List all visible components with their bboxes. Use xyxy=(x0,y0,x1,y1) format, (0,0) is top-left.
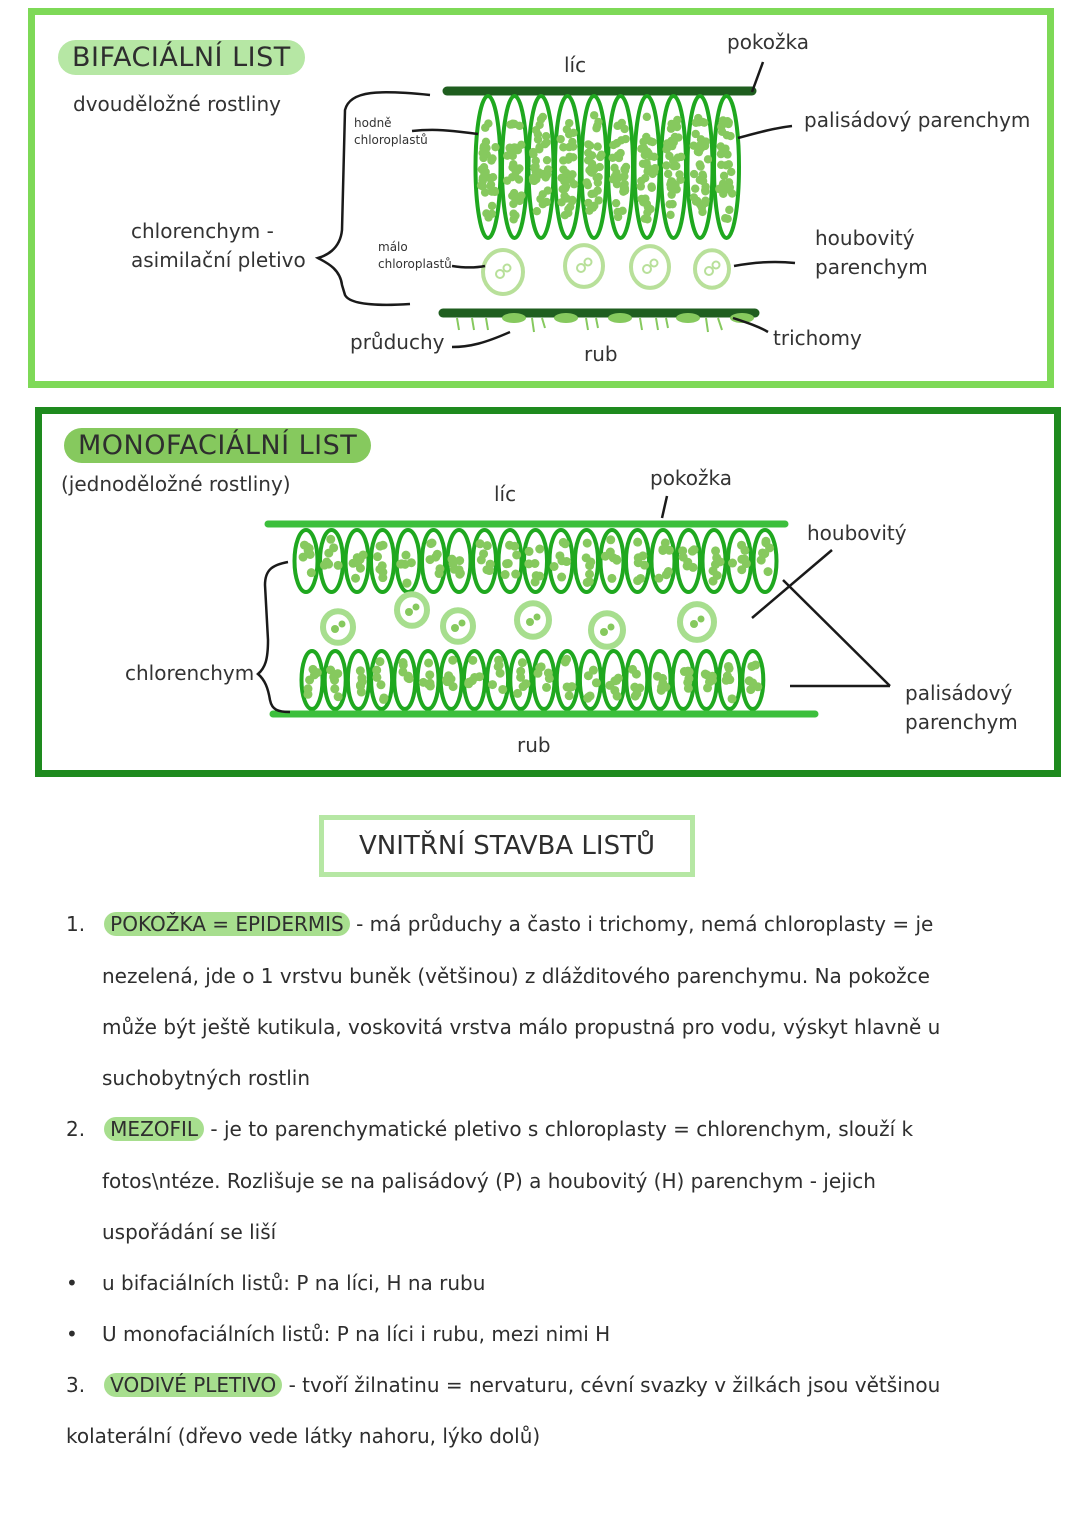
mono-palisade-lower xyxy=(302,651,764,709)
mono-label-pokozka: pokožka xyxy=(650,466,733,490)
mono-chlorenchym-brace xyxy=(258,562,290,712)
mono-palisade-upper xyxy=(295,530,777,592)
mono-label-rub: rub xyxy=(517,733,551,757)
bi-label-lic: líc xyxy=(564,53,587,77)
bifacial-subtitle: dvouděložné rostliny xyxy=(73,92,281,116)
mono-palisade-cell xyxy=(524,530,547,592)
note-num: 2. xyxy=(66,1117,86,1141)
note-line-10 xyxy=(66,1373,940,1397)
mono-palisade-cell xyxy=(464,651,485,709)
mono-palisade-cell xyxy=(346,530,369,592)
mono-palisade-cell xyxy=(302,651,323,709)
bi-label-asimilacni: asimilační pletivo xyxy=(131,248,306,272)
note-line-3: může být ještě kutikula, voskovitá vrstva málo propustná pro vodu, výskyt hlavně u xyxy=(102,1015,941,1039)
bifacial-title: BIFACIÁLNÍ LIST xyxy=(58,40,305,75)
mono-palisade-cell xyxy=(320,530,343,592)
mono-palisade-cell xyxy=(650,651,671,709)
mono-palisade-cell xyxy=(673,651,694,709)
mono-palisade-cell xyxy=(418,651,439,709)
bi-label-pruduchy: průduchy xyxy=(350,330,445,354)
bi-label-palisadovy: palisádový parenchym xyxy=(804,108,1031,132)
mono-spongy-cell xyxy=(517,603,549,637)
bi-label-houbovity-parenchym: parenchym xyxy=(815,255,928,279)
bi-label-trichomy: trichomy xyxy=(773,326,862,350)
mono-palisade-cell xyxy=(533,651,554,709)
notes-title: VNITŘNÍ STAVBA LISTŮ xyxy=(359,831,655,861)
mono-palisade-cell xyxy=(742,651,763,709)
mono-label-palisadovy: palisádový xyxy=(905,681,1013,705)
note-bullet-1: • xyxy=(66,1271,78,1295)
mono-palisade-cell xyxy=(371,651,392,709)
bi-label-pokozka: pokožka xyxy=(727,30,810,54)
mono-label-parenchym: parenchym xyxy=(905,710,1018,734)
mono-label-houbovity: houbovitý xyxy=(807,521,907,545)
term-pokozka: POKOŽKA = EPIDERMIS xyxy=(104,912,350,936)
bi-label-chlorenchym: chlorenchym - xyxy=(131,219,274,243)
mono-palisade-cell xyxy=(473,530,496,592)
mono-palisade-cell xyxy=(580,651,601,709)
mono-spongy-cell xyxy=(323,611,353,643)
mono-label-chlorenchym: chlorenchym xyxy=(125,661,255,685)
mono-palisade-cell xyxy=(754,530,777,592)
note-line-11: kolaterální (dřevo vede látky nahoru, lýko dolů) xyxy=(66,1424,541,1448)
note-line-6: fotos\ntéze. Rozlišuje se na palisádový (P) a houbovitý (H) parenchym - jejich xyxy=(102,1169,876,1193)
mono-label-lic: líc xyxy=(494,482,517,506)
mono-palisade-cell xyxy=(487,651,508,709)
bi-label-hodne-chloroplastu: chloroplastů xyxy=(354,133,428,147)
notes-title-box xyxy=(319,815,695,877)
note-line-1 xyxy=(66,912,933,936)
bi-label-malo: málo xyxy=(378,240,408,254)
mono-spongy-cell xyxy=(591,613,623,647)
mono-palisade-cell xyxy=(550,530,573,592)
bi-label-houbovity: houbovitý xyxy=(815,226,915,250)
mono-palisade-cell xyxy=(601,530,624,592)
mono-spongy-cell xyxy=(397,594,427,626)
bi-label-malo-chloroplastu: chloroplastů xyxy=(378,257,452,271)
note-num: 1. xyxy=(66,912,86,936)
mono-palisade-cell xyxy=(728,530,751,592)
note-line-4: suchobytných rostlin xyxy=(102,1066,310,1090)
mono-palisade-cell xyxy=(677,530,700,592)
term-mezofil: MEZOFIL xyxy=(104,1117,204,1141)
mono-palisade-cell xyxy=(626,530,649,592)
note-num: 3. xyxy=(66,1373,86,1397)
term-vodive-pletivo: VODIVÉ PLETIVO xyxy=(104,1373,282,1397)
mono-palisade-cell xyxy=(295,530,318,592)
mono-palisade-cell xyxy=(575,530,598,592)
bi-label-rub: rub xyxy=(584,342,618,366)
mono-palisade-cell xyxy=(652,530,675,592)
note-bullet-2: • xyxy=(66,1322,78,1346)
mono-palisade-cell xyxy=(499,530,522,592)
note-text: - má průduchy a často i trichomy, nemá chloroplasty = je xyxy=(356,912,934,936)
mono-palisade-cell xyxy=(510,651,531,709)
note-line-5 xyxy=(66,1117,913,1141)
mono-palisade-cell xyxy=(394,651,415,709)
mono-spongy-parenchyma xyxy=(323,594,714,647)
mono-palisade-cell xyxy=(422,530,445,592)
mono-spongy-cell xyxy=(680,604,714,640)
monofacial-title: MONOFACIÁLNÍ LIST xyxy=(64,428,371,463)
note-text: - je to parenchymatické pletivo s chloroplasty = chlorenchym, slouží k xyxy=(210,1117,914,1141)
mono-palisade-cell xyxy=(396,530,419,592)
mono-palisade-cell xyxy=(557,651,578,709)
note-line-9: U monofaciálních listů: P na líci i rubu, mezi nimi H xyxy=(102,1322,611,1346)
mono-palisade-cell xyxy=(441,651,462,709)
bi-label-hodne: hodně xyxy=(354,116,392,130)
mono-spongy-cell xyxy=(443,610,473,642)
note-line-2: nezelená, jde o 1 vrstvu buněk (většinou) z dlážditového parenchymu. Na pokožce xyxy=(102,964,930,988)
monofacial-subtitle: (jednoděložné rostliny) xyxy=(61,472,291,496)
mono-palisade-cell xyxy=(325,651,346,709)
note-text: - tvoří žilnatinu = nervaturu, cévní svazky v žilkách jsou většinou xyxy=(288,1373,941,1397)
mono-palisade-cell xyxy=(348,651,369,709)
mono-palisade-cell xyxy=(603,651,624,709)
mono-palisade-cell xyxy=(371,530,394,592)
mono-palisade-cell xyxy=(447,530,470,592)
note-line-7: uspořádání se liší xyxy=(102,1220,277,1244)
note-line-8: u bifaciálních listů: P na líci, H na rubu xyxy=(102,1271,486,1295)
mono-palisade-cell xyxy=(696,651,717,709)
mono-palisade-cell xyxy=(719,651,740,709)
mono-palisade-cell xyxy=(703,530,726,592)
mono-palisade-cell xyxy=(626,651,647,709)
